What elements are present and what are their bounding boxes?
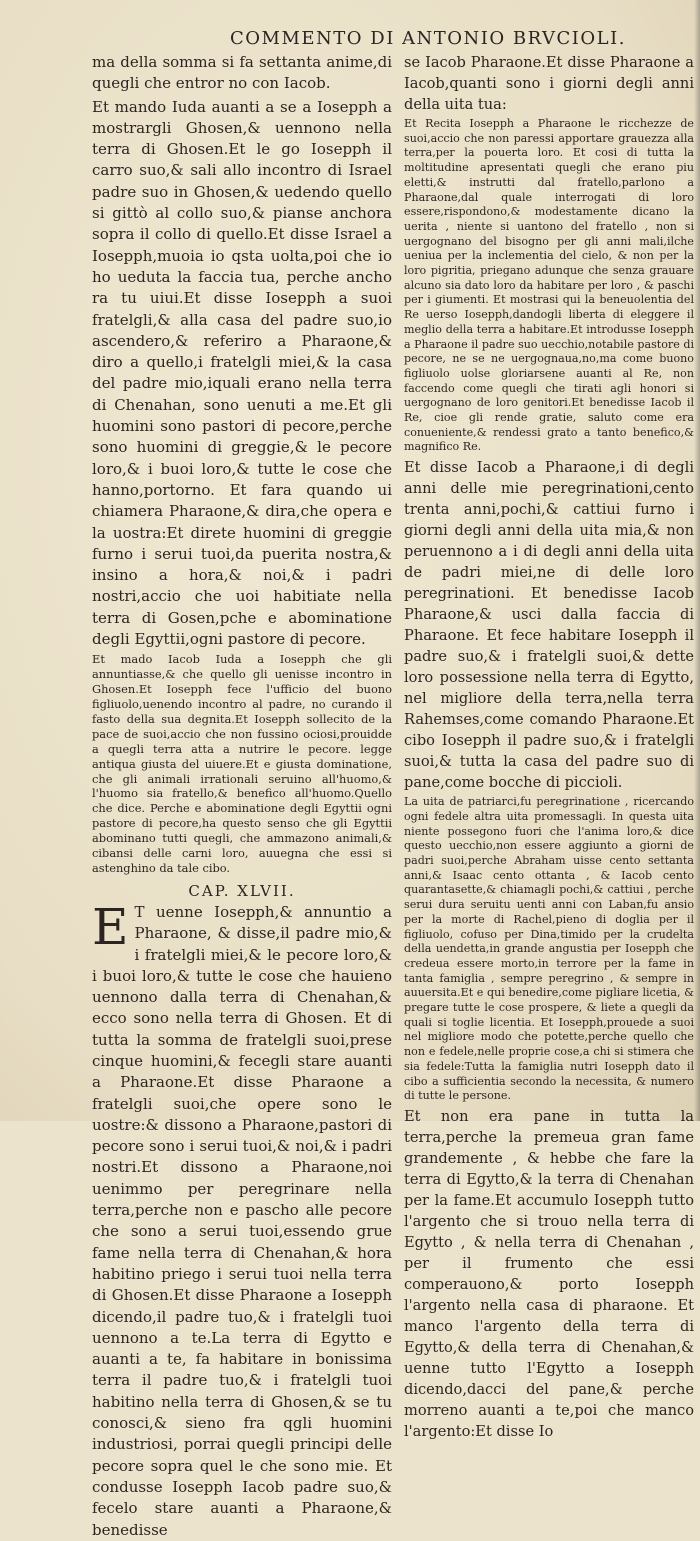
paragraph: Et mando Iuda auanti a se a Iosepph a mostrargli Ghosen,& uennono nella terra di Ghosen.Et le go Iosepph il carro suo,& sali allo incontro di Israel padre suo in Ghosen,& uedendo quello si gittò al collo suo,& pianse anchora sopra il collo di quello.Et disse Israel a Iosepph,muoia io qsta uolta,poi che io ho ueduta la faccia tua, perche ancho ra tu uiui.Et disse Iosepph a suoi fratelgli,& alla casa del padre suo,io ascendero,& referiro a Pharaone,& diro a quello,i fratelgli miei,& la casa del padre mio,iquali erano nella terra di Chenahan, sono uenuti a me.Et gli huomini sono pastori di pecore,perche sono huomini di greggie,& le pecore loro,& i buoi loro,& tutte le cose che hanno,portorno. Et fara quando ui chiamera Pharaone,& dira,che opera e la uostra:Et direte huomini di greggie furno i serui tuoi,da puerita nostra,& insino a hora,& noi,& i padri nostri,accio che uoi habitiate nella terra di Gosen,pche e abominatione degli Egyttii,ogni pastore di pecore. xyxy=(92,97,392,649)
page-edge-shadow xyxy=(694,0,700,1121)
chapter-heading: CAP. XLVII. xyxy=(188,881,296,900)
paragraph: Et non era pane in tutta la terra,perche la premeua gran fame grandemente , & hebbe che fare la terra di Egytto,& la terra di Chenahan per la fame.Et accumulo Iosepph tutto l'argento che si trouo nella terra di Egytto , & nella terra di Chenahan , per il frumento che essi comperauono,& porto Iosepph l'argento nella casa di pharaone. Et manco l'argento della terra di Egytto,& della terra di Chenahan,& uenne tutto l'Egytto a Iosepph dicendo,dacci del pane,& perche morreno auanti a te,poi che manco l'argento:Et disse Io xyxy=(404,1107,694,1440)
running-title: COMMENTO DI ANTONIO BRVCIOLI. xyxy=(230,28,626,49)
left-column xyxy=(92,52,392,1539)
paragraph-text: T uenne Iosepph,& annuntio a Pharaone, & disse,il padre mio,& i fratelgli miei,& le pecore loro,& i buoi loro,& tutte le cose che hauieno uennono dalla terra di Chenahan,& ecco sono nella terra di Ghosen. Et di tutta la somma de fratelgli suoi,prese cinque huomini,& fecegli stare auanti a Pharaone.Et disse Pharaone a fratelgli suoi,che opere sono le uostre:& dissono a Pharaone,pastori di pecore sono i serui tuoi,& noi,& i padri nostri.Et dissono a Pharaone,noi uenimmo per peregrinare nella terra,perche non e pascho alle pecore che sono a serui tuoi,essendo grue fame nella terra di Chenahan,& hora habitino priego i serui tuoi nella terra di Ghosen.Et disse Pharaone a Iosepph dicendo,il padre tuo,& i fratelgli tuoi uennono a te.La terra di Egytto e auanti a te, fa habitare in bonissima terra il padre tuo,& i fratelgli tuoi habitino nella terra di Ghosen,& se tu conosci,& sieno fra qgli huomini industriosi, porrai quegli principi delle pecore sopra quel le che sono mie. Et condusse Iosepph Iacob padre suo,& fecelo stare auanti a Pharaone,& benedisse xyxy=(92,902,392,1539)
paragraph: ma della somma si fa settanta anime,di quegli che entror no con Iacob. xyxy=(92,53,392,93)
commentary: Et Recita Iosepph a Pharaone le ricchezze de suoi,accio che non paressi apportare grauezza alla terra,per la pouerta loro. Et cosi di tutta la moltitudine apresentati quegli che erano piu eletti,& instrutti dal fratello,parlono a Pharaone,dal quale interrogati di loro essere,rispondono,& modestamente dicano la uerita , niente si uantono del fratello , non si uergognano del bisogno per gli anni mali,ilche ueniua per la inclementia del cielo, & non per la loro pigritia, priegano adunque che senza grauare alcuno sia dato loro da habitare per loro , & paschi per i giumenti. Et mostrasi qui la beneuolentia del Re uerso Iosepph,dandogli liberta di eleggere il meglio della terra a habitare.Et introdusse Iosepph a Pharaone il padre suo uecchio,notabile pastore di pecore, ne se ne uergognaua,no,ma come buono figliuolo uolse gloriarsene auanti al Re, non faccendo come quegli che tirati agli honori si uergognano de loro genitori.Et benedisse Iacob il Re, cioe gli rende gratie, saluto come era conueniente,& rendessi grato a tanto benefico,& magnifico Re. xyxy=(404,117,694,454)
paragraph xyxy=(92,897,392,1541)
commentary: Et mado Iacob Iuda a Iosepph che gli annuntiasse,& che quello gli uenisse incontro in Ghosen.Et Iosepph fece l'ufficio del buono figliuolo,uenendo incontro al padre, no curando il fasto della sua degnita.Et Iosepph sollecito de la pace de suoi,accio che non fussino ociosi,prouidde a quegli terra atta a nutrire le pecore. legge antiqua giusta del uiuere.Et e giusta dominatione, che gli animali irrationali seruino all'huomo,& l'huomo sia fratello,& benefico all'huomo.Quello che dice. Perche e abominatione degli Egyttii ogni pastore di pecore,ha questo senso che gli Egyttii abominano tutti quegli, che ammazono animali,& cibansi delle carni loro, auuegna che essi si astenghino da tale cibo. xyxy=(92,652,392,875)
commentary: La uita de patriarci,fu peregrinatione , ricercando ogni fedele altra uita promessagli. In questa uita niente possegono fuori che l'anima loro,& dice questo uecchio,non essere aggiunto a giorni de padri suoi,perche Abraham uisse cento settanta anni,& Isaac cento ottanta , & Iacob cento quarantasette,& chiamagli pochi,& cattiui , perche serui dura seruitu uenti anni con Laban,fu ansio per la morte di Rachel,pieno di doglia per il figliuolo, cofuso per Dina,timido per la crudelta della uendetta,in grande angustia per Iosepph che credeua essere morto,in terrore per la fame in tanta famiglia , sempre peregrino , & sempre in auuersita.Et e qui benedire,come pigliare licetia, & pregare tutte le cose prospere, & liete a quegli da quali si toglie licentia. Et Iosepph,prouede a suoi nel migliore modo che potette,perche quello che non e fedele,nelle proprie cose,a chi si stimera che sia fedele:Tutta la famiglia nutri Iosepph dato il cibo a sufficientia secondo la necessita, & numero di tutte le persone. xyxy=(404,795,694,1103)
paragraph: se Iacob Pharaone.Et disse Pharaone a Iacob,quanti sono i giorni degli anni della uita tua: xyxy=(404,54,694,113)
right-column xyxy=(404,52,694,1440)
paragraph: Et disse Iacob a Pharaone,i di degli anni delle mie peregrinationi,cento trenta anni,pochi,& cattiui furno i giorni degli anni della uita mia,& non peruennono a i di degli anni della uita de padri miei,ne di delle loro peregrinationi. Et benedisse Iacob Pharaone,& usci dalla faccia di Pharaone. Et fece habitare Iosepph il padre suo,& i fratelgli suoi,& dette loro possessione nella terra di Egytto, nel migliore della terra,nella terra Rahemses,come comando Pharaone.Et cibo Iosepph il padre suo,& i fratelgli suoi,& tutta la casa del padre suo di pane,come bocche di piccioli. xyxy=(404,459,694,792)
drop-capital: E xyxy=(92,897,129,956)
